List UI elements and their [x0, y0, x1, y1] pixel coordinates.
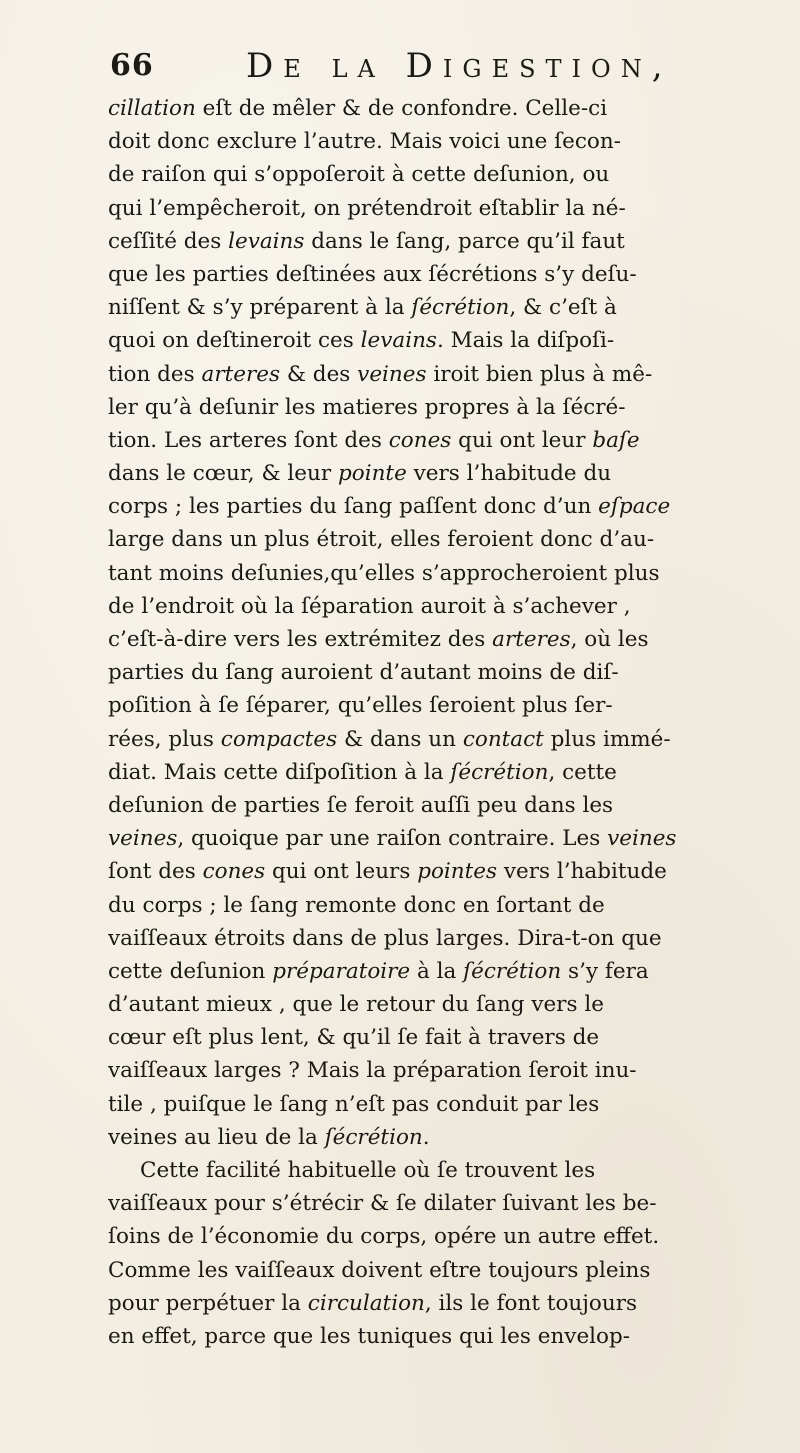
italic-term: pointe: [338, 461, 407, 487]
italic-term: préparatoire: [272, 958, 411, 984]
text-segment: , ils le font toujours: [424, 1290, 638, 1316]
text-segment: Cette facilité habituelle où ſe trouvent les: [140, 1158, 596, 1183]
italic-term: cones: [202, 859, 266, 885]
italic-term: levains: [228, 228, 305, 254]
text-segment: & dans un: [337, 726, 463, 752]
text-segment: de raiſon qui s’oppoſeroit à cette deſunion, ou: [108, 162, 610, 188]
text-line: [108, 1287, 793, 1320]
text-segment: vaiſſeaux larges ? Mais la préparation ſeroit inu-: [108, 1058, 637, 1084]
text-segment: iroit bien plus à mê-: [426, 361, 653, 387]
text-line: [108, 1254, 793, 1287]
text-line: [108, 391, 793, 424]
text-line: [108, 1320, 793, 1353]
text-segment: , & c’eſt à: [509, 295, 617, 321]
text-line: [108, 324, 793, 357]
text-line: [108, 723, 793, 756]
text-segment: .: [422, 1124, 430, 1150]
text-segment: en effet, parce que les tuniques qui les envelop-: [108, 1323, 631, 1349]
text-line: [108, 822, 793, 855]
text-line: [108, 225, 793, 258]
text-segment: plus immé-: [543, 726, 671, 752]
text-line: [108, 291, 793, 324]
text-segment: ler qu’à deſunir les matieres propres à la ſécré-: [108, 394, 626, 420]
text-segment: . Mais la diſpoſi-: [436, 328, 615, 354]
text-line: [108, 756, 793, 789]
text-line: [108, 457, 793, 490]
text-line: [108, 689, 793, 722]
text-segment: parties du ſang auroient d’autant moins de diſ-: [108, 660, 619, 686]
text-line: [108, 1121, 793, 1154]
text-segment: corps ; les parties du ſang paſſent donc d’un: [108, 494, 599, 520]
italic-term: compactes: [220, 726, 338, 752]
italic-term: cones: [388, 427, 452, 453]
text-segment: d’autant mieux , que le retour du ſang vers le: [108, 992, 604, 1018]
text-segment: tion. Les arteres ſont des: [108, 427, 389, 453]
text-segment: qui ont leurs: [265, 859, 418, 885]
text-line: [108, 192, 793, 225]
text-line: [108, 656, 793, 689]
text-segment: tion des: [108, 361, 202, 387]
text-segment: vaiſſeaux pour s’étrécir & ſe dilater ſuivant les be-: [108, 1191, 657, 1217]
text-line: [108, 1220, 793, 1253]
italic-term: veines: [357, 361, 427, 387]
italic-term: arteres: [201, 361, 280, 387]
text-line: [108, 92, 793, 125]
text-segment: quoi on deſtineroit ces: [108, 328, 361, 354]
text-segment: cette deſunion: [108, 958, 273, 984]
text-segment: deſunion de parties ſe feroit auſſi peu dans les: [108, 792, 614, 818]
text-segment: qui l’empêcheroit, on prétendroit eſtablir la né-: [108, 195, 626, 221]
text-segment: ſoins de l’économie du corps, opére un autre effet.: [108, 1224, 660, 1250]
text-segment: niſſent & s’y préparent à la: [108, 295, 412, 321]
italic-term: cillation: [108, 96, 196, 121]
italic-term: ſécrétion: [324, 1124, 423, 1150]
text-segment: du corps ; le ſang remonte donc en ſortant de: [108, 892, 605, 918]
text-segment: eſt de mêler & de confondre. Celle-ci: [195, 96, 608, 121]
text-segment: vers l’habitude du: [406, 461, 612, 487]
text-segment: ſont des: [108, 859, 203, 885]
italic-term: ſécrétion: [463, 958, 562, 984]
italic-term: eſpace: [598, 494, 671, 520]
text-line: [108, 1054, 793, 1087]
text-segment: , cette: [548, 759, 617, 785]
text-line: [108, 855, 793, 888]
text-segment: ceſſité des: [108, 228, 229, 254]
italic-term: pointes: [417, 859, 498, 885]
text-segment: cœur eſt plus lent, & qu’il ſe fait à travers de: [108, 1025, 600, 1051]
text-line: [108, 523, 793, 556]
text-segment: vers l’habitude: [497, 859, 667, 885]
text-line: [108, 358, 793, 391]
text-line: [108, 125, 793, 158]
italic-term: levains: [360, 328, 437, 354]
text-line: [108, 1021, 793, 1054]
page-number: 66: [110, 48, 154, 83]
italic-term: veines: [607, 826, 677, 852]
running-head: De la Digestion,: [246, 46, 673, 86]
text-line: [108, 988, 793, 1021]
text-line: [108, 1187, 793, 1220]
text-segment: vaiſſeaux étroits dans de plus larges. Dira-t-on que: [108, 925, 662, 951]
text-segment: Comme les vaiſſeaux doivent eſtre toujours pleins: [108, 1257, 651, 1283]
text-segment: poſition à ſe ſéparer, qu’elles ſeroient plus ſer-: [108, 693, 613, 719]
text-segment: s’y fera: [561, 958, 649, 984]
text-segment: pour perpétuer la: [108, 1290, 308, 1316]
text-line: [108, 955, 793, 988]
text-segment: c’eſt-à-dire vers les extrémitez des: [108, 627, 493, 652]
text-line: [108, 789, 793, 822]
text-segment: , où les: [570, 627, 649, 652]
text-segment: de l’endroit où la ſéparation auroit à s’achever ,: [108, 593, 631, 619]
italic-term: ſécrétion: [411, 295, 510, 321]
text-line: [108, 922, 793, 955]
text-segment: tile , puiſque le ſang n’eſt pas conduit par les: [108, 1091, 600, 1117]
text-line: [108, 490, 793, 523]
text-segment: diat. Mais cette diſpoſition à la: [108, 759, 451, 785]
body-text: [108, 92, 793, 1353]
italic-term: baſe: [592, 427, 640, 453]
italic-term: ſécrétion: [450, 759, 549, 785]
text-segment: que les parties deſtinées aux ſécrétions s’y deſu-: [108, 261, 637, 287]
text-segment: rées, plus: [108, 726, 221, 752]
text-line: [108, 158, 793, 191]
text-segment: à la: [410, 958, 464, 984]
text-segment: , quoique par une raiſon contraire. Les: [177, 826, 608, 852]
text-line: [108, 1154, 793, 1187]
italic-term: veines: [108, 826, 178, 852]
text-line: [108, 889, 793, 922]
text-segment: doit donc exclure l’autre. Mais voici une ſecon-: [108, 129, 621, 155]
text-segment: tant moins deſunies,qu’elles s’approcheroient plus: [108, 560, 660, 586]
italic-term: circulation: [307, 1290, 425, 1316]
italic-term: contact: [462, 726, 544, 752]
text-segment: & des: [280, 361, 358, 387]
text-segment: dans le ſang, parce qu’il faut: [304, 228, 625, 254]
text-segment: dans le cœur, & leur: [108, 461, 338, 487]
text-line: [108, 424, 793, 457]
text-segment: large dans un plus étroit, elles feroient donc d’au-: [108, 527, 655, 553]
text-line: [108, 557, 793, 590]
page-header: [96, 46, 736, 92]
text-line: [108, 258, 793, 291]
italic-term: arteres: [492, 627, 571, 652]
text-segment: qui ont leur: [451, 427, 593, 453]
text-line: [108, 623, 793, 656]
text-segment: veines au lieu de la: [108, 1124, 325, 1150]
text-line: [108, 1088, 793, 1121]
text-line: [108, 590, 793, 623]
